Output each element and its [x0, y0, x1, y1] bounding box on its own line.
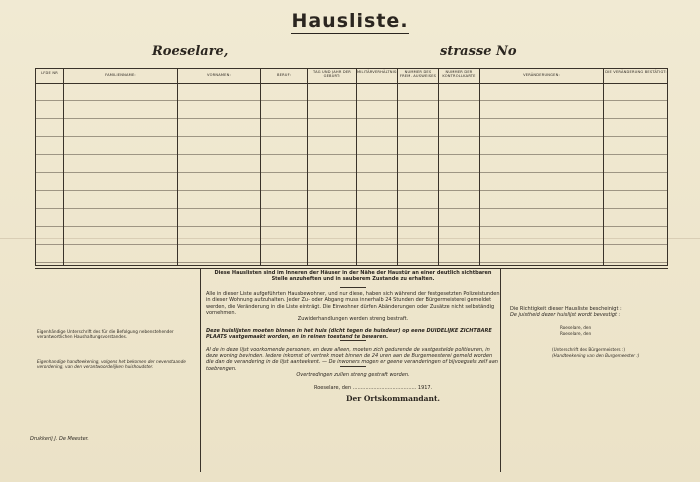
- notice-p1: Diese Hauslisten sind im Inneren der Häuser in der Nähe der Haustür an einer deutlich sichtbaren Stelle anzuheften und in sauberem Zustande zu erhalten.: [214, 270, 492, 283]
- col-line: [177, 69, 178, 265]
- col-line: [479, 69, 480, 265]
- notice-p4: Al de in deze lijst voorkomende personen, en deze alleen, moeten zich gedurende de vastgestelde politieuren, in deze woning bevinden. Iedere inkomst of vertrek moet binnen de 24 uren aan de Burgemeesterei gemeld worden die dan de verandering in de lijst aanteekent. — De inwoners mogen er geene veranderingen of bijvoegsels zelf aan toebrengen.: [206, 346, 498, 372]
- col-line: [397, 69, 398, 265]
- col-header-kontrollkarte: NUMMER DER KONTROLLKARTE: [442, 70, 476, 78]
- col-line: [603, 69, 604, 265]
- printer-imprint: Drukkerij J. De Meester.: [30, 436, 89, 442]
- col-line: [307, 69, 308, 265]
- left-note-de: Eigenhändige Unterschrift des für die Befolgung nebenstehender verantwortlichen Haushaltungsvorstandes.: [37, 329, 174, 340]
- mayor-signature-nl: (Handteekening van den Burgemeester :): [552, 353, 640, 358]
- right-date-2: Roeselare, den: [560, 331, 592, 336]
- street-label: strasse No: [440, 44, 517, 59]
- col-header-fremdenausweis: NUMMER DES FREM. AUSWEISES: [399, 70, 437, 78]
- col-line: [260, 69, 261, 265]
- city-label: Roeselare,: [152, 44, 229, 59]
- center-notice: [206, 270, 500, 403]
- notice-p2b: Zuwiderhandlungen werden streng bestraft.: [297, 316, 409, 323]
- separator: [340, 287, 366, 288]
- col-header-lfd: LFDE NR: [41, 71, 58, 75]
- right-date-1: Roeselare, den: [560, 325, 592, 330]
- document-title: Hausliste.: [291, 10, 409, 32]
- section-divider: [35, 268, 668, 269]
- col-header-familienname: FAMILIENNAME:: [105, 73, 136, 77]
- section-vline: [200, 268, 201, 472]
- col-header-militaer: MILITÄRVERHÄLTNIS:: [357, 70, 398, 74]
- col-header-vornamen: VORNAMEN:: [207, 73, 231, 77]
- section-vline: [500, 268, 501, 472]
- separator: [340, 366, 366, 367]
- notice-date: Roeselare, den ........................................ 1917.: [314, 384, 433, 391]
- register-table: [35, 68, 668, 266]
- col-header-veraenderungen: VERÄNDERUNGEN:: [523, 73, 560, 77]
- col-header-beruf: BERUF:: [276, 73, 292, 77]
- col-line: [438, 69, 439, 265]
- mayor-signature-de: (Unterschrift des Bürgermeisters :): [552, 347, 625, 352]
- col-header-bestaetigt: DIE VERÄNDERUNG BESTÄTIGT:: [605, 70, 667, 74]
- notice-p2: Alle in dieser Liste aufgeführten Hausbewohner, und nur diese, haben sich während der festgesetzten Polizeistunden in dieser Wohnung aufzuhalten. Jeder Zu- oder Abgang muss innerhalb 24 Stunden der Bürgermeisterei gemeldet werden, die Veränderung in die Liste einträgt. Die Einwohner dürfen Abänderungen oder Zusätze nicht selbständig vornehmen.: [206, 290, 500, 317]
- notice-p3: Deze huislijsten moeten binnen in het huis (dicht tegen de huisdeur) op eene DUIDELIJKE ZICHTBARE PLAATS vastgemaakt worden, en in reinen toestand te bewaren.: [206, 327, 492, 341]
- col-line: [356, 69, 357, 265]
- notice-p4b: Overtredingen zullen streng gestraft worden.: [296, 372, 410, 379]
- col-line: [63, 69, 64, 265]
- ortskommandant-signature: Der Ortskommandant.: [346, 394, 441, 404]
- col-header-geburt: TAG UND JAHR DER GEBURT:: [313, 70, 351, 78]
- left-note-nl: Eigenhandige handteekening, volgens het bekomen der nevenstaande verordening, van den verantwoordelijken huishoudster.: [37, 359, 186, 370]
- separator: [340, 340, 366, 341]
- right-note-de: Die Richtigkeit dieser Hausliste bescheinigt :: [510, 306, 622, 312]
- right-note-nl: De juistheid dezer huislijst wordt bevestigt :: [510, 312, 621, 318]
